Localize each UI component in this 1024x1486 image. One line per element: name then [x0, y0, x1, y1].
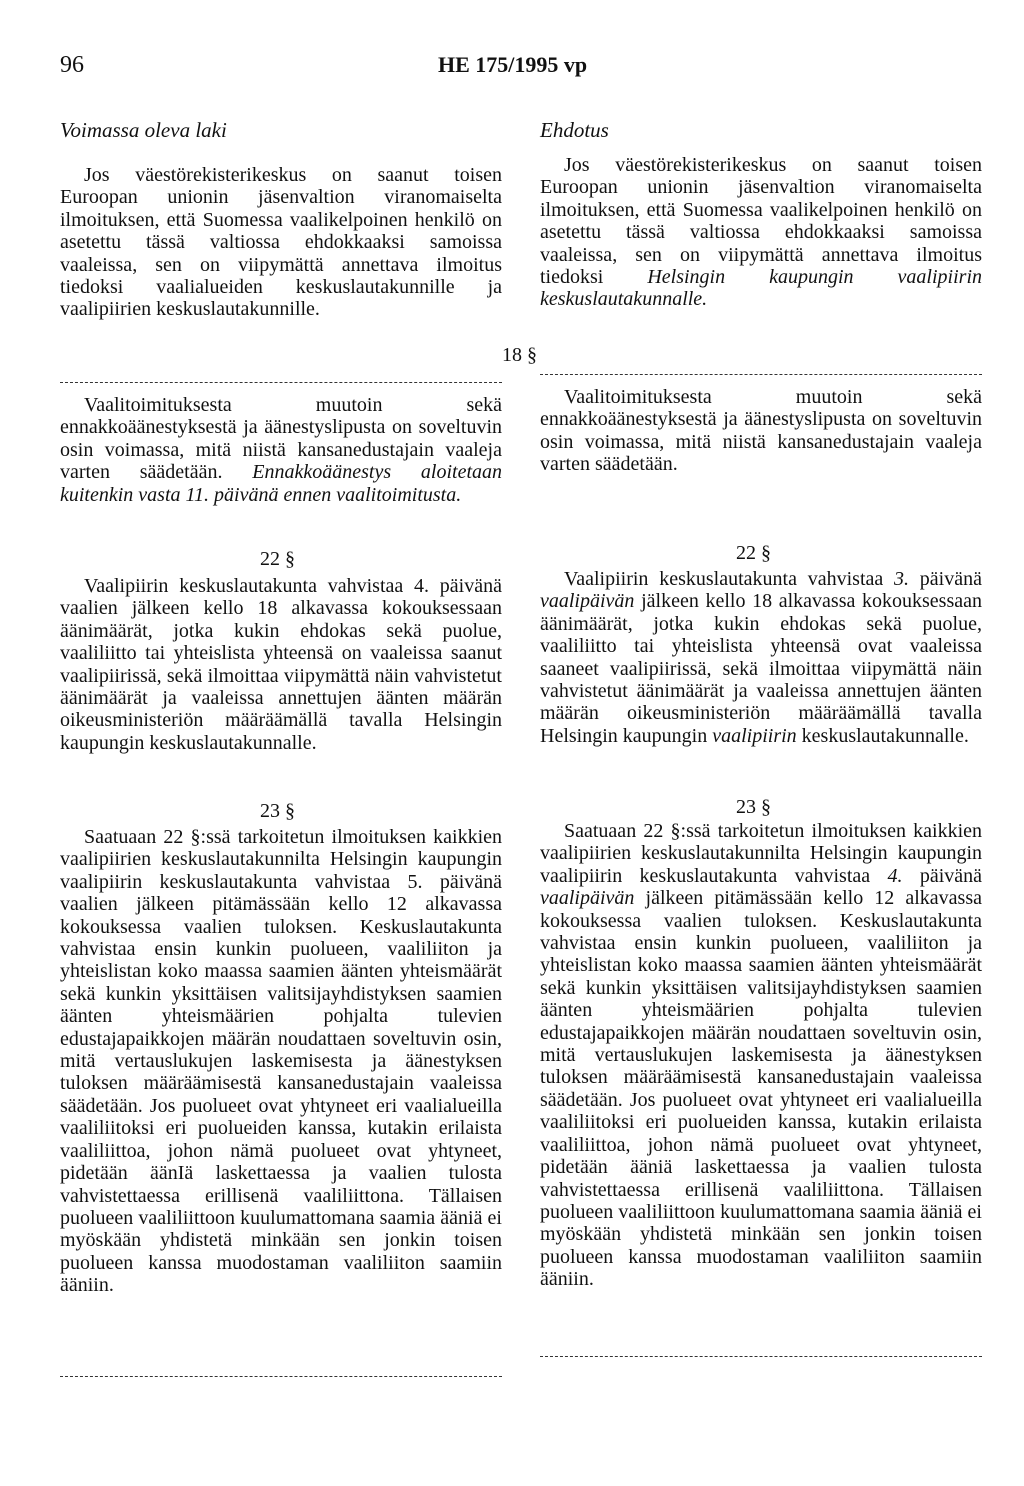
right-section-22-heading: 22 § [736, 542, 771, 564]
right-paragraph-3-text-a: Vaalipiirin keskuslautakunta vahvistaa [564, 568, 895, 590]
left-paragraph-4-text: Saatuaan 22 §:ssä tarkoitetun ilmoituksen kaikkien vaalipiirien keskuslautakunnilta Helsingin kaupungin vaalipiirin keskuslautakunta vahvistaa 5. päivänä vaalien jälkeen pitämässään kello 12 alkavassa kokouksessa vaalien tuloksen. Keskuslautakunta vahvistaa ensin kunkin puolueen, vaaliliiton ja yhteislistan koko maassa saamien äänten yhteismäärät sekä kunkin yksittäisen valitsijayhdistyksen saamien äänten yhteismäärien pohjalta tulevien edustajapaikkojen määrän noudattaen soveltuvin osin, mitä vertauslukujen laskemisesta ja äänestyksen tuloksen määräämisestä kansanedustajain vaaleissa säädetään. Jos puolueet ovat yhtyneet eri vaalialueilla vaaliliitoksi eri puolueiden kanssa, kutakin erilaista vaaliliittoa, johon nämä puolueet ovat yhtyneet, pidetään äänIä laskettaessa ja vaalien tulosta vahvistettaessa erillisenä vaaliliittona. Tällaisen puolueen vaaliliittoon kuulumattomana saamia ääniä ei myöskään yhdistetä minkään sen jonkin toisen puolueen kanssa muodostaman vaaliliiton saamiin ääniin. [60, 826, 502, 1297]
left-paragraph-4 [60, 826, 502, 1297]
right-paragraph-1 [540, 154, 982, 311]
page-number: 96 [60, 52, 84, 78]
right-omission-line-2 [540, 1356, 982, 1357]
right-paragraph-3 [540, 568, 982, 747]
left-paragraph-2 [60, 394, 502, 506]
right-paragraph-2 [540, 386, 982, 476]
right-paragraph-2-text: Vaalitoimituksesta muutoin sekä ennakkoäänestyksestä ja äänestyslipusta on soveltuvin osin voimassa, mitä niistä kansanedustajain vaaleja varten säädetään. [540, 386, 982, 476]
right-paragraph-4-italic-day: 4. [887, 864, 903, 887]
left-omission-line-1 [60, 382, 502, 383]
right-paragraph-4-italic-election-day: vaalipäivän [540, 887, 635, 910]
left-paragraph-1 [60, 164, 502, 321]
left-paragraph-2-italic: Ennakkoäänestys aloitetaan kuitenkin vasta 11. päivänä ennen vaalitoimitusta. [60, 461, 502, 506]
right-section-23-heading: 23 § [736, 796, 771, 818]
left-paragraph-2-text: Vaalitoimituksesta muutoin sekä ennakkoäänestyksestä ja äänestyslipusta on soveltuvin osin voimassa, mitä niistä kansanedustajain vaaleja varten säädetään. [60, 394, 502, 484]
right-paragraph-3-italic-district: vaalipiirin [712, 724, 797, 747]
left-section-22-heading: 22 § [260, 548, 295, 570]
left-paragraph-1-text: Jos väestörekisterikeskus on saanut toisen Euroopan unionin jäsenvaltion viranomaiselta ilmoituksen, että Suomessa vaalikelpoinen henkilö on asetettu tässä valtiossa ehdokkaaksi samoissa vaaleissa, sen on viipymättä annettava ilmoitus tiedoksi vaalialueiden keskuslautakunnille ja vaalipiirien keskuslautakunnille. [60, 164, 502, 321]
right-paragraph-3-italic-election-day: vaalipäivän [540, 590, 635, 613]
right-paragraph-4-text-c: päivänä [902, 864, 983, 887]
right-paragraph-3-text-c: päivänä [909, 568, 982, 590]
running-head: HE 175/1995 vp [438, 52, 588, 77]
right-paragraph-1-italic: Helsingin kaupungin vaalipiirin keskuslautakunnalle. [540, 266, 982, 311]
right-paragraph-1-text: Jos väestörekisterikeskus on saanut toisen Euroopan unionin jäsenvaltion viranomaiselta ilmoituksen, että Suomessa vaalikelpoinen henkilö on asetettu tässä valtiossa ehdokkaaksi samoissa vaaleissa, sen on viipymättä annettava ilmoitus tiedoksi [540, 154, 982, 289]
right-paragraph-4 [540, 820, 982, 1291]
left-omission-line-2 [60, 1376, 502, 1377]
right-paragraph-3-italic-day: 3. [894, 568, 910, 590]
right-paragraph-3-text-e: jälkeen kello 18 alkavassa kokouksessaan äänimäärät, jotka kukin ehdokas sekä puolue, vaaliliitto tai yhteislista yhteensä ovat vaaleissa saaneet vaalipiirissä, sekä ilmoittaa viipymättä näin vahvistetut äänimäärät ja vaaleissa annettujen äänten määrän oikeusministeriön määräämällä tavalla Helsingin kaupungin [540, 590, 982, 747]
right-omission-line-1 [540, 374, 982, 375]
left-paragraph-3-text: Vaalipiirin keskuslautakunta vahvistaa 4. päivänä vaalien jälkeen kello 18 alkavassa kokouksessaan äänimäärät, jotka kukin ehdokas sekä puolue, vaaliliitto tai yhteislista yhteensä on vaaleissa saanut vaalipiirissä, sekä ilmoittaa viipymättä näin vahvistetut äänimäärät ja vaaleissa annettujen äänten määrän oikeusministeriön määräämällä tavalla Helsingin kaupungin keskuslautakunnalle. [60, 575, 502, 754]
left-column-heading: Voimassa oleva laki [60, 118, 227, 142]
left-section-23-heading: 23 § [260, 800, 295, 822]
right-paragraph-4-text-a: Saatuaan 22 §:ssä tarkoitetun ilmoituksen kaikkien vaalipiirien keskuslautakunnilta Helsingin kaupungin vaalipiirin keskuslautakunta vahvistaa [540, 820, 982, 887]
right-column-heading: Ehdotus [540, 118, 609, 142]
left-paragraph-3 [60, 575, 502, 754]
section-18-heading: 18 § [502, 344, 537, 366]
right-paragraph-4-text-e: jälkeen pitämässään kello 12 alkavassa kokouksessa vaalien tuloksen. Keskuslautakunta vahvistaa ensin kunkin puolueen, vaaliliiton ja yhteislistan koko maassa saamien äänten yhteismäärät sekä kunkin yksittäisen valitsijayhdistyksen saamien äänten yhteismäärien pohjalta tulevien edustajapaikkojen määrän noudattaen soveltuvin osin, mitä vertauslukujen laskemisesta ja äänestyksen tuloksen määräämisestä kansanedustajain vaaleissa säädetään. Jos puolueet ovat yhtyneet eri vaalialueilla vaaliliitoksi eri puolueiden kanssa, kutakin erilaista vaaliliittoa, johon nämä puolueet ovat yhtyneet, pidetään ääniä laskettaessa ja vaalien tulosta vahvistettaessa erillisenä vaaliliittona. Tällaisen puolueen vaaliliittoon kuulumattomana saamia ääniä ei myöskään yhdistetä minkään sen jonkin toisen puolueen kanssa muodostaman vaaliliiton saamiin ääniin. [540, 887, 982, 1291]
right-paragraph-3-text-g: keskuslautakunnalle. [796, 724, 969, 747]
